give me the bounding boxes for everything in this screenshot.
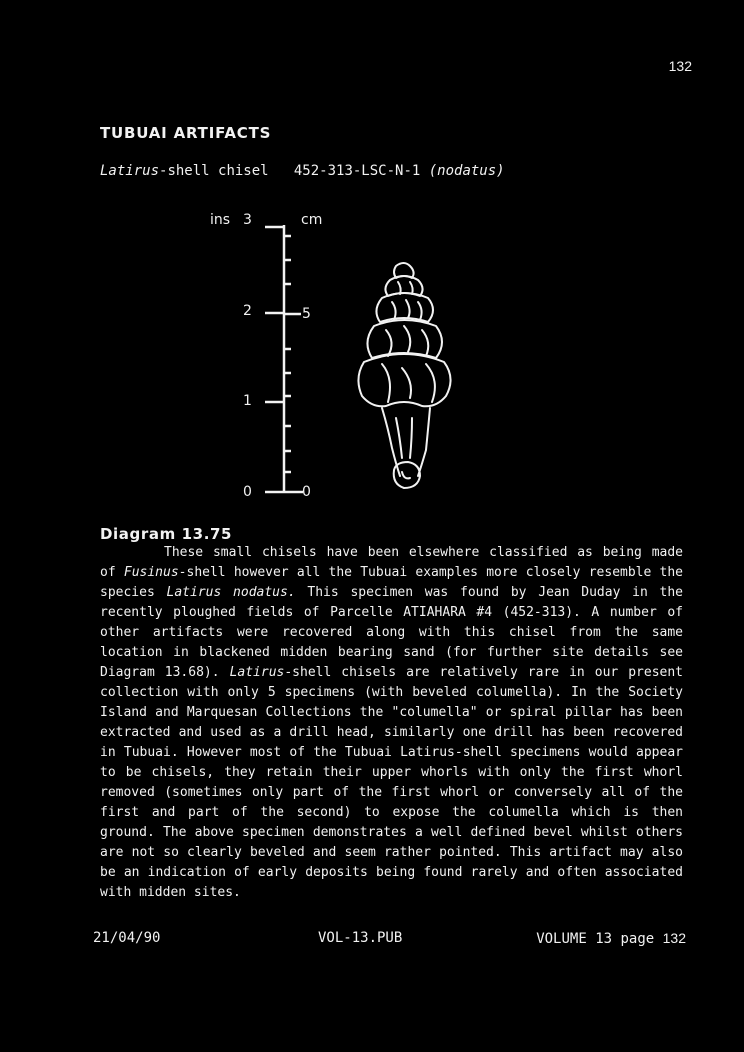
scale-cm-tick-5: 5 — [302, 306, 311, 322]
subtitle-genus: Latirus — [100, 163, 160, 179]
footer-date: 21/04/90 — [93, 930, 161, 946]
diagram-label: Diagram 13.75 — [100, 525, 233, 543]
latirus-shell-chisel-illustration — [352, 258, 462, 498]
page-heading: TUBUAI ARTIFACTS — [100, 124, 272, 142]
footer-page-number: 132 — [662, 930, 686, 946]
scale-ins-tick-2: 2 — [243, 303, 252, 319]
subtitle-species-note: (nodatus) — [428, 163, 505, 179]
term-latirus: Latirus — [229, 665, 285, 680]
footer-volume-page: VOLUME 13 page 132 — [536, 930, 686, 947]
scale-cm-tick-0: 0 — [302, 484, 311, 500]
scale-ins-label: ins — [210, 212, 231, 228]
term-fusinus: Fusinus — [123, 565, 179, 580]
scale-cm-label: cm — [301, 212, 323, 228]
scale-bar — [255, 215, 305, 500]
description-paragraph: These small chisels have been elsewhere classified as being made of Fusinus-shell however all the Tubuai examples more closely resemble the species Latirus nodatus. This specimen was found by Jean Duday in the recently ploughed fields of Parcelle ATIAHARA #4 (452-313). A number of other artifacts were recovered along with this chisel from the same location in blackened midden bearing sand (for further site details see Diagram 13.68). Latirus-shell chisels are relatively rare in our present collection with only 5 specimens (with beveled columella). In the Society Island and Marquesan Collections the "columella" or spiral pillar has been extracted and used as a drill head, similarly one drill has been recovered in Tubuai. However most of the Tubuai Latirus-shell specimens would appear to be chisels, they retain their upper whorls with only the first whorl removed (sometimes only part of the first whorl or conversely all of the first and part of the second) to expose the columella which is then ground. The above specimen demonstrates a well defined bevel whilst others are not so clearly beveled and seem rather pointed. This artifact may also be an indication of early deposits being found rarely and often associated with midden sites. — [100, 545, 684, 900]
scale-ins-tick-0: 0 — [243, 484, 252, 500]
subtitle-catalog: -shell chisel 452-313-LSC-N-1 — [159, 163, 429, 179]
term-latirus-nodatus: Latirus nodatus. — [166, 585, 296, 600]
scale-ins-tick-3: 3 — [243, 212, 252, 228]
scale-ins-tick-1: 1 — [243, 393, 252, 409]
artifact-subtitle — [100, 163, 505, 179]
page-number-top: 132 — [668, 58, 692, 74]
footer-filename: VOL-13.PUB — [318, 930, 403, 946]
